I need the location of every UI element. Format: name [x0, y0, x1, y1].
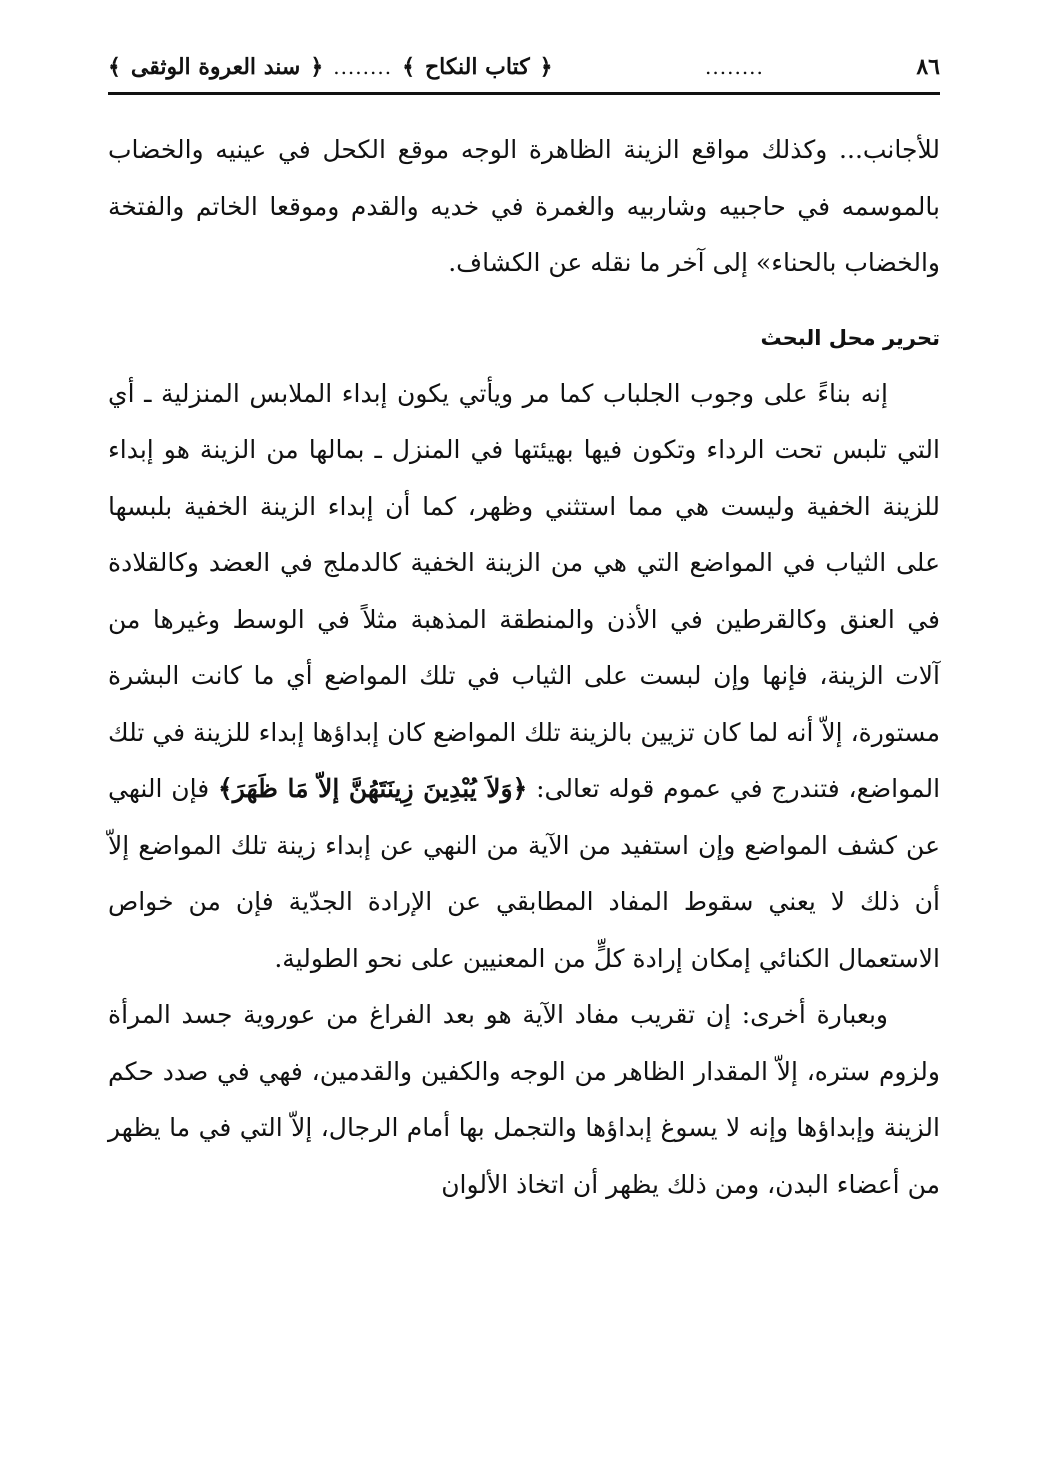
- header-marker: ﴿: [539, 54, 553, 80]
- paragraph-continuation: للأجانب... وكذلك مواقع الزينة الظاهرة الوجه موقع الكحل في عينيه والخضاب بالموسمه في حاجبيه وشاربيه والغمرة في خديه والقدم وموقعا الخاتم والفتخة والخضاب بالحناء» إلى آخر ما نقله عن الكشاف.: [108, 135, 940, 277]
- header-divider: [108, 92, 940, 95]
- section-heading: تحرير محل البحث: [760, 325, 940, 350]
- body-text: [108, 122, 940, 1213]
- running-header: [108, 44, 940, 90]
- paragraph: وبعبارة أخرى: إن تقريب مفاد الآية هو بعد الفراغ من عوروية جسد المرأة ولزوم ستره، إلاّ المقدار الظاهر من الوجه والكفين والقدمين، فهي في صدد حكم الزينة وإبداؤها وإنه لا يسوغ إبداؤها والتجمل بها أمام الرجال، إلاّ التي في ما يظهر من أعضاء البدن، ومن ذلك يظهر أن اتخاذ الألوان: [108, 1000, 940, 1199]
- header-titles: [108, 54, 553, 80]
- header-marker: ﴾: [108, 54, 121, 80]
- paragraph-text: إنه بناءً على وجوب الجلباب كما مر ويأتي يكون إبداء الملابس المنزلية ـ أي التي تلبس تحت الرداء وتكون فيها بهيئتها في المنزل ـ بمالها من الزينة هو إبداء للزينة الخفية وليست هي مما استثني وظهر، كما أن إبداء الزينة الخفية بلبسها على الثياب في المواضع التي هي من الزينة الخفية كالدملج في العضد وكالقلادة في العنق وكالقرطين في الأذن والمنطقة المذهبة مثلاً في الوسط وغيرها من آلات الزينة، فإنها وإن لبست على الثياب في تلك المواضع أي ما كانت البشرة مستورة، إلاّ أنه لما كان تزيين بالزينة تلك المواضع كان إبداؤها إبداء للزينة في تلك المواضع، فتندرج في عموم قوله تعالى:: [108, 378, 941, 803]
- header-marker: ﴾: [402, 54, 415, 80]
- quran-verse: ﴿وَلاَ يُبْدِينَ زِينَتَهُنَّ إلاّ مَا ظَهَرَ﴾: [218, 774, 528, 803]
- header-dots: ........: [333, 55, 393, 79]
- header-marker: ﴿: [310, 54, 324, 80]
- paragraph: [108, 366, 940, 988]
- page-number: ٨٦: [916, 54, 940, 80]
- chapter-title: كتاب النكاح: [424, 54, 530, 80]
- book-title: سند العروة الوثقى: [130, 54, 301, 80]
- header-dots: ........: [705, 55, 764, 79]
- paragraph-text: فإن النهي عن كشف المواضع وإن استفيد من الآية من النهي عن إبداء زينة تلك المواضع إلاّ أن ذلك لا يعني سقوط المفاد المطابقي عن الإرادة الجدّية فإن من خواص الاستعمال الكنائي إمكان إرادة كلٍّ من المعنيين على نحو الطولية.: [108, 774, 940, 973]
